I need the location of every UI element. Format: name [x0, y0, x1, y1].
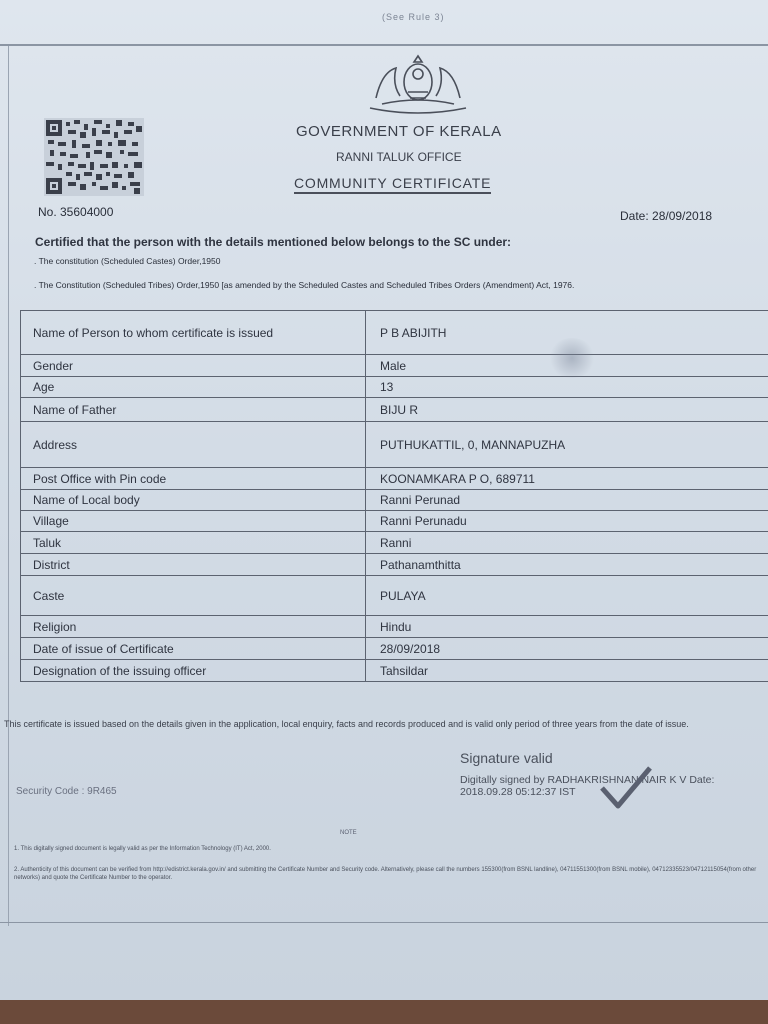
field-value: PULAYA [366, 576, 768, 616]
field-value: PUTHUKATTIL, 0, MANNAPUZHA [366, 422, 768, 468]
ink-smudge [548, 338, 596, 378]
field-value: 28/09/2018 [366, 638, 768, 660]
table-row [21, 511, 768, 532]
field-label: Religion [21, 616, 366, 638]
field-label: Post Office with Pin code [21, 468, 366, 490]
qr-code-icon [44, 118, 144, 196]
certificate-date: Date: 28/09/2018 [620, 209, 713, 223]
kerala-emblem-icon [362, 52, 474, 116]
field-value: KOONAMKARA P O, 689711 [366, 468, 768, 490]
signature-valid-label: Signature valid [460, 750, 553, 766]
order-reference-1: . The constitution (Scheduled Castes) Order,1950 [34, 256, 221, 266]
table-row [21, 422, 768, 468]
field-value: Hindu [366, 616, 768, 638]
security-code: Security Code : 9R465 [16, 786, 117, 797]
left-border [8, 46, 9, 926]
certification-statement: Certified that the person with the details mentioned below belongs to the SC under: [35, 235, 512, 249]
table-row [21, 532, 768, 554]
field-label: Village [21, 511, 366, 532]
details-table [20, 310, 768, 682]
certificate-number: No. 35604000 [38, 205, 114, 219]
field-value: Ranni Perunad [366, 490, 768, 511]
top-border [0, 44, 768, 46]
field-label: Taluk [21, 532, 366, 554]
field-label: Date of issue of Certificate [21, 638, 366, 660]
table-row [21, 576, 768, 616]
bottom-border [0, 922, 768, 923]
government-title: GOVERNMENT OF KERALA [296, 123, 502, 140]
office-name: RANNI TALUK OFFICE [336, 150, 462, 164]
field-value: 13 [366, 377, 768, 398]
field-value: Pathanamthitta [366, 554, 768, 576]
order-reference-2: . The Constitution (Scheduled Tribes) Order,1950 [as amended by the Scheduled Castes and Scheduled Tribes Orders (Amendment) Act, 1976. [34, 280, 575, 290]
field-label: Address [21, 422, 366, 468]
field-label: Age [21, 377, 366, 398]
field-label: District [21, 554, 366, 576]
signature-check-icon [596, 762, 656, 812]
table-row [21, 638, 768, 660]
field-label: Name of Person to whom certificate is issued [21, 311, 366, 355]
field-value: P B ABIJITH [366, 311, 768, 355]
field-label: Designation of the issuing officer [21, 660, 366, 682]
table-row [21, 311, 768, 355]
note-item-2: 2. Authenticity of this document can be verified from http://edistrict.kerala.gov.in/ and submitting the Certificate Number and Security code. Alternatively, please call the numbers 155300(from BSNL landline), 04711551300(from BSNL mobile), 04712335523/04712115054(from other networks) and quote the Certificate Number to the operator. [14, 867, 757, 881]
field-value: Tahsildar [366, 660, 768, 682]
field-label: Name of Local body [21, 490, 366, 511]
field-value: Ranni [366, 532, 768, 554]
field-label: Name of Father [21, 398, 366, 422]
table-row [21, 616, 768, 638]
field-value: Male [366, 355, 768, 377]
table-row [21, 468, 768, 490]
table-row [21, 355, 768, 377]
table-row [21, 660, 768, 682]
table-row [21, 398, 768, 422]
field-label: Gender [21, 355, 366, 377]
note-heading: NOTE [340, 830, 357, 836]
rule-reference: (See Rule 3) [382, 12, 445, 22]
note-item-1: 1. This digitally signed document is legally valid as per the Information Technology (IT) Act, 2000. [14, 846, 271, 852]
validity-statement: This certificate is issued based on the details given in the application, local enquiry, facts and records produced and is valid only period of three years from the date of issue. [4, 719, 689, 729]
table-row [21, 554, 768, 576]
certificate-title: COMMUNITY CERTIFICATE [294, 175, 491, 194]
field-value: BIJU R [366, 398, 768, 422]
digital-signature-details: Digitally signed by RADHAKRISHNAN NAIR K V Date: 2018.09.28 05:12:37 IST [460, 774, 715, 798]
field-value: Ranni Perunadu [366, 511, 768, 532]
table-row [21, 490, 768, 511]
table-row [21, 377, 768, 398]
field-label: Caste [21, 576, 366, 616]
